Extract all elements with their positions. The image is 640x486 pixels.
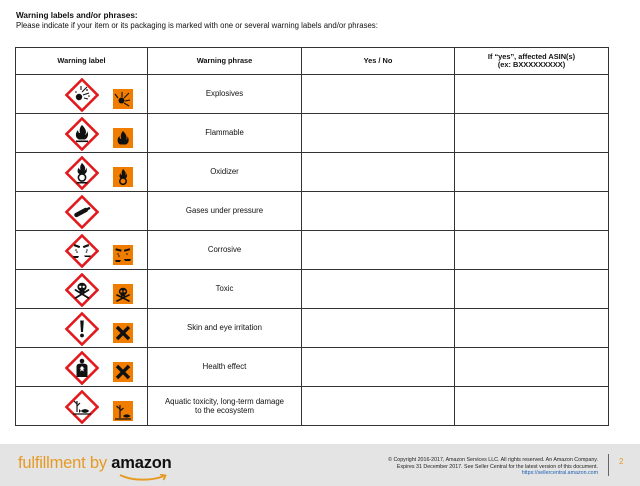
warning-label-cell [16, 270, 148, 309]
orange-skull-crossbones-icon [113, 284, 133, 304]
orange-environment-icon [113, 401, 133, 421]
table-header-row [16, 48, 609, 75]
brand-logo [18, 454, 172, 473]
warning-label-cell [16, 348, 148, 387]
orange-x-icon [113, 323, 133, 343]
yes-no-cell[interactable] [302, 387, 455, 426]
warning-label-cell [16, 153, 148, 192]
phrase-line2: to the ecosystem [195, 406, 254, 415]
warning-phrase: Oxidizer [148, 153, 302, 192]
yes-no-cell[interactable] [302, 192, 455, 231]
orange-flame-over-circle-icon [113, 167, 133, 187]
table-row [16, 114, 609, 153]
page-footer [0, 444, 640, 486]
warning-phrase: Skin and eye irritation [148, 309, 302, 348]
orange-flame-icon [113, 128, 133, 148]
orange-corrosion-icon [113, 245, 133, 265]
warning-label-cell [16, 231, 148, 270]
heading-title: Warning labels and/or phrases: [16, 11, 138, 20]
asin-cell[interactable] [455, 309, 609, 348]
asin-cell[interactable] [455, 348, 609, 387]
table-row [16, 75, 609, 114]
table-row [16, 348, 609, 387]
asin-cell[interactable] [455, 153, 609, 192]
warning-label-cell [16, 75, 148, 114]
table-row [16, 231, 609, 270]
skull-crossbones-icon [65, 273, 99, 307]
copyright-line2: Expires 31 December 2017. See Seller Central for the latest version of this document. [396, 463, 598, 470]
header-asin-line1: If “yes”, affected ASIN(s) [487, 51, 576, 61]
health-hazard-icon [65, 351, 99, 385]
warning-phrase: Gases under pressure [148, 192, 302, 231]
header-asin-line2: (ex: BXXXXXXXXX) [497, 60, 566, 69]
flame-icon [65, 117, 99, 151]
orange-x-icon [113, 362, 133, 382]
explosive-icon [65, 78, 99, 112]
heading-subtitle: Please indicate if your item or its packaging is marked with one or several warning labels and/or phrases: [16, 21, 378, 30]
warning-label-cell [16, 114, 148, 153]
section-heading [16, 11, 626, 31]
corrosion-icon [65, 234, 99, 268]
yes-no-cell[interactable] [302, 231, 455, 270]
warning-labels-table [15, 47, 609, 426]
table-row [16, 309, 609, 348]
asin-cell[interactable] [455, 114, 609, 153]
exclamation-mark-icon [65, 312, 99, 346]
copyright-line1: © Copyright 2016-2017, Amazon Services LLC. All rights reserved. An Amazon Company. [388, 457, 598, 463]
asin-cell[interactable] [455, 75, 609, 114]
phrase-line1: Aquatic toxicity, long-term damage [164, 396, 285, 406]
table-row [16, 153, 609, 192]
asin-cell[interactable] [455, 270, 609, 309]
warning-phrase: Explosives [148, 75, 302, 114]
yes-no-cell[interactable] [302, 270, 455, 309]
copyright-notice [308, 457, 598, 477]
yes-no-cell[interactable] [302, 153, 455, 192]
asin-cell[interactable] [455, 192, 609, 231]
table-row [16, 387, 609, 426]
orange-explosive-icon [113, 89, 133, 109]
asin-cell[interactable] [455, 387, 609, 426]
flame-over-circle-icon [65, 156, 99, 190]
page-number: 2 [619, 457, 624, 466]
yes-no-cell[interactable] [302, 348, 455, 387]
warning-label-cell [16, 192, 148, 231]
yes-no-cell[interactable] [302, 75, 455, 114]
header-warning-label: Warning label [16, 48, 148, 75]
yes-no-cell[interactable] [302, 114, 455, 153]
gas-cylinder-icon [65, 195, 99, 229]
brand-text-fulfillment: fulfillment by [18, 454, 112, 472]
asin-cell[interactable] [455, 231, 609, 270]
table-row [16, 270, 609, 309]
warning-label-cell [16, 387, 148, 426]
warning-phrase: Toxic [148, 270, 302, 309]
amazon-smile-icon [118, 474, 170, 482]
warning-phrase: Health effect [148, 348, 302, 387]
warning-phrase: Flammable [148, 114, 302, 153]
footer-divider [608, 454, 609, 476]
table-row [16, 192, 609, 231]
seller-central-link[interactable]: https://sellercentral.amazon.com [521, 470, 598, 477]
header-yes-no: Yes / No [302, 48, 455, 75]
yes-no-cell[interactable] [302, 309, 455, 348]
warning-phrase: Corrosive [148, 231, 302, 270]
environment-icon [65, 390, 99, 424]
warning-phrase [148, 387, 302, 426]
header-affected-asins [455, 48, 609, 75]
brand-text-amazon: amazon [111, 454, 172, 472]
header-warning-phrase: Warning phrase [148, 48, 302, 75]
warning-label-cell [16, 309, 148, 348]
